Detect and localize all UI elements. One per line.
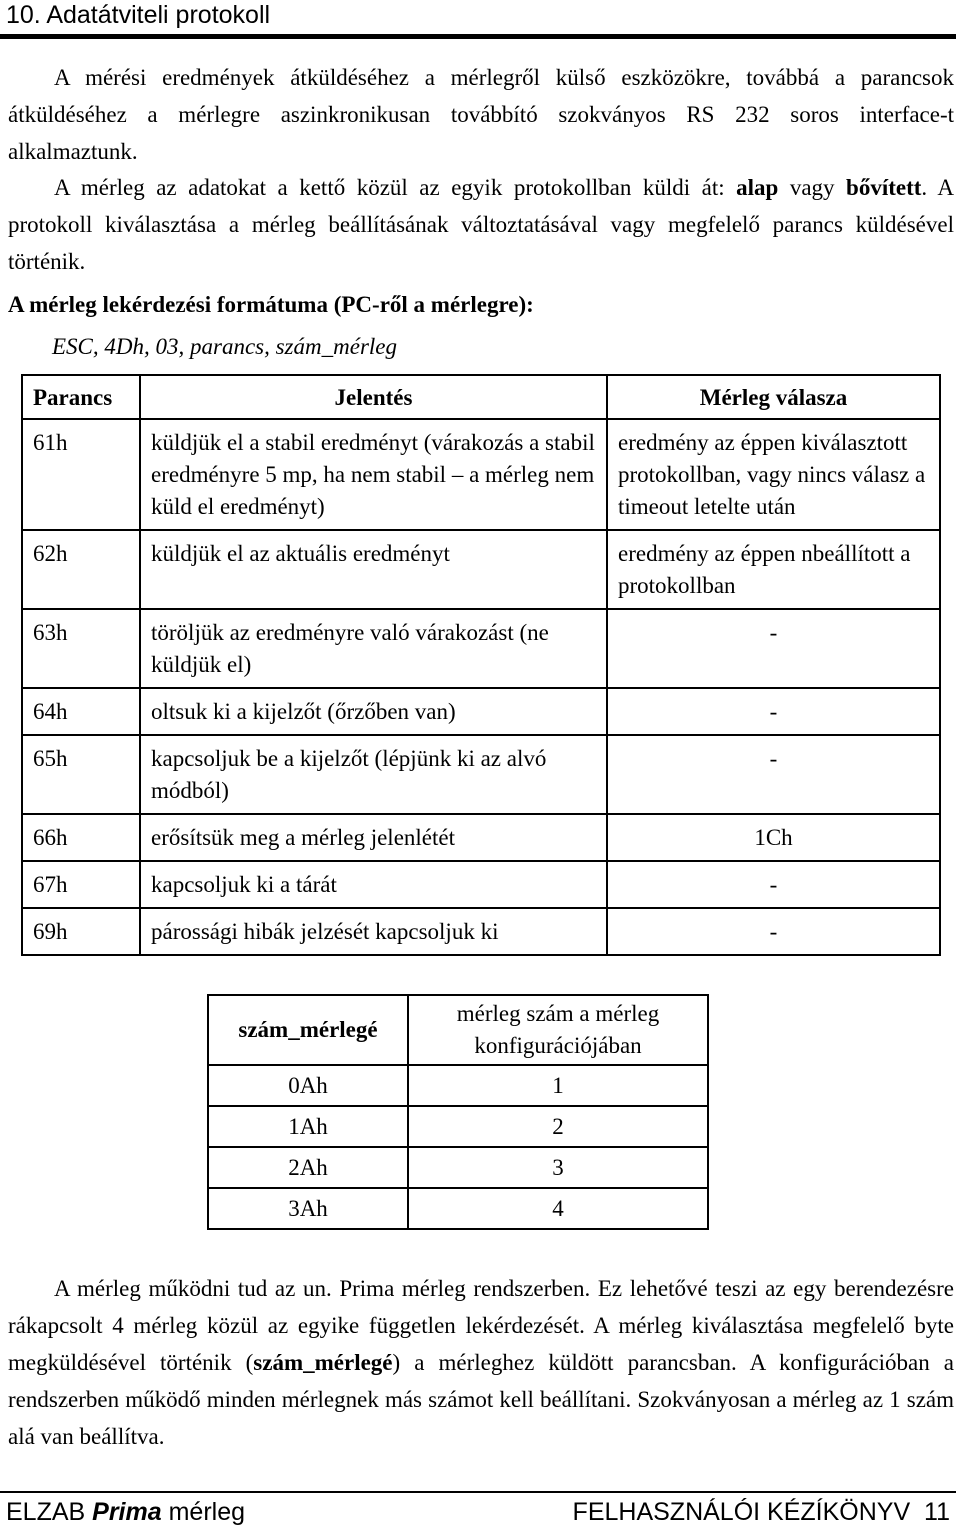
command-meaning: oltsuk ki a kijelzőt (őrzőben van): [140, 688, 607, 735]
command-meaning: töröljük az eredményre való várakozást (ne küldjük el): [140, 609, 607, 688]
command-code: 67h: [22, 861, 140, 908]
command-answer: eredmény az éppen nbeállított a protokollban: [607, 530, 940, 609]
scale-code: 1Ah: [208, 1106, 408, 1147]
scale-number: 2: [408, 1106, 708, 1147]
table-row: [22, 908, 940, 955]
table-row: [208, 1106, 708, 1147]
query-format-code: ESC, 4Dh, 03, parancs, szám_mérleg: [52, 334, 397, 359]
closing-text-c: ) a mérleghez küldött parancsban. A konfigurációban a rendszerben működő minden mérlegnek más számot kell beállítani. Szokványosan a mérleg az 1 szám alá van beállítva.: [8, 1350, 954, 1449]
table-row: [208, 1188, 708, 1229]
command-code: 61h: [22, 419, 140, 530]
table-row: [22, 861, 940, 908]
scale-code: 2Ah: [208, 1147, 408, 1188]
intro-text-2a: A mérleg az adatokat a kettő közül az egyik protokollban küldi át:: [54, 175, 737, 200]
intro-paragraph-1: [8, 59, 954, 170]
command-meaning: erősítsük meg a mérleg jelenlétét: [140, 814, 607, 861]
command-code: 66h: [22, 814, 140, 861]
command-meaning: kapcsoljuk be a kijelzőt (lépjünk ki az alvó módból): [140, 735, 607, 814]
command-code: 64h: [22, 688, 140, 735]
scale-number: 4: [408, 1188, 708, 1229]
header-meaning: Jelentés: [140, 375, 607, 419]
footer-product: [6, 1497, 245, 1527]
table-row: [22, 735, 940, 814]
command-code: 63h: [22, 609, 140, 688]
table-row: [22, 814, 940, 861]
command-answer: -: [607, 861, 940, 908]
header-command: Parancs: [22, 375, 140, 419]
footer-manual-title: FELHASZNÁLÓI KÉZÍKÖNYV: [572, 1498, 911, 1526]
closing-text-a: A mérleg működni tud az un. Prima mérleg rendszerben. Ez lehetővé teszi az egy berendezésre rákapcsolt 4 mérleg közül az egyike független lekérdezését. A mérleg kiválasztása megfelelő byte megküldésével történik (: [8, 1276, 954, 1375]
table-row: [22, 688, 940, 735]
command-answer: 1Ch: [607, 814, 940, 861]
scale-code: 0Ah: [208, 1065, 408, 1106]
command-answer: -: [607, 735, 940, 814]
scale-code: 3Ah: [208, 1188, 408, 1229]
footer-rule: [0, 1491, 956, 1493]
closing-term: szám_mérlegé: [253, 1350, 393, 1375]
protocol-basic: alap: [736, 175, 779, 200]
table-row: [22, 419, 940, 530]
section-title: 10. Adatátviteli protokoll: [6, 1, 271, 29]
scale-number: 3: [408, 1147, 708, 1188]
header-rule: [0, 34, 956, 39]
command-table-header: [22, 375, 940, 419]
command-meaning: kapcsoljuk ki a tárát: [140, 861, 607, 908]
scale-number: 1: [408, 1065, 708, 1106]
table-row: [208, 1147, 708, 1188]
command-code: 69h: [22, 908, 140, 955]
scale-number-table: [207, 994, 709, 1230]
header-answer: Mérleg válasza: [607, 375, 940, 419]
command-answer: -: [607, 688, 940, 735]
command-meaning: küldjük el az aktuális eredményt: [140, 530, 607, 609]
table-row: [22, 530, 940, 609]
command-meaning: küldjük el a stabil eredményt (várakozás a stabil eredményre 5 mp, ha nem stabil – a mérleg nem küld el eredményt): [140, 419, 607, 530]
scale-number-header: [208, 995, 708, 1065]
command-answer: -: [607, 908, 940, 955]
intro-text-1: A mérési eredmények átküldéséhez a mérlegről külső eszközökre, továbbá a parancsok átküldéséhez a mérlegre aszinkronikusan továbbító szokványos RS 232 soros interface-t alkalmaztunk.: [8, 65, 954, 164]
command-table: [21, 374, 941, 956]
footer-brand: ELZAB: [6, 1498, 86, 1526]
header-scale-number: mérleg szám a mérleg konfigurációjában: [408, 995, 708, 1065]
table-row: [208, 1065, 708, 1106]
closing-paragraph: [8, 1270, 954, 1455]
command-meaning: párossági hibák jelzését kapcsoljuk ki: [140, 908, 607, 955]
header-scale-code: szám_mérlegé: [208, 995, 408, 1065]
footer-product-name: Prima: [92, 1498, 162, 1526]
command-code: 65h: [22, 735, 140, 814]
footer-product-suffix: mérleg: [168, 1498, 246, 1526]
command-code: 62h: [22, 530, 140, 609]
intro-paragraph-2: [8, 169, 954, 280]
intro-text-2c: vagy: [778, 175, 847, 200]
command-answer: eredmény az éppen kiválasztott protokollban, vagy nincs válasz a timeout letelte után: [607, 419, 940, 530]
query-format-label: A mérleg lekérdezési formátuma (PC-ről a mérlegre):: [8, 292, 534, 317]
protocol-extended: bővített: [846, 175, 922, 200]
intro-text-2d: . A protokoll kiválasztása a mérleg beállításának változtatásával vagy megfelelő parancs küldésével történik.: [8, 175, 955, 274]
page-number: 11: [924, 1498, 950, 1526]
table-row: [22, 609, 940, 688]
footer-manual: [573, 1497, 950, 1527]
command-answer: -: [607, 609, 940, 688]
